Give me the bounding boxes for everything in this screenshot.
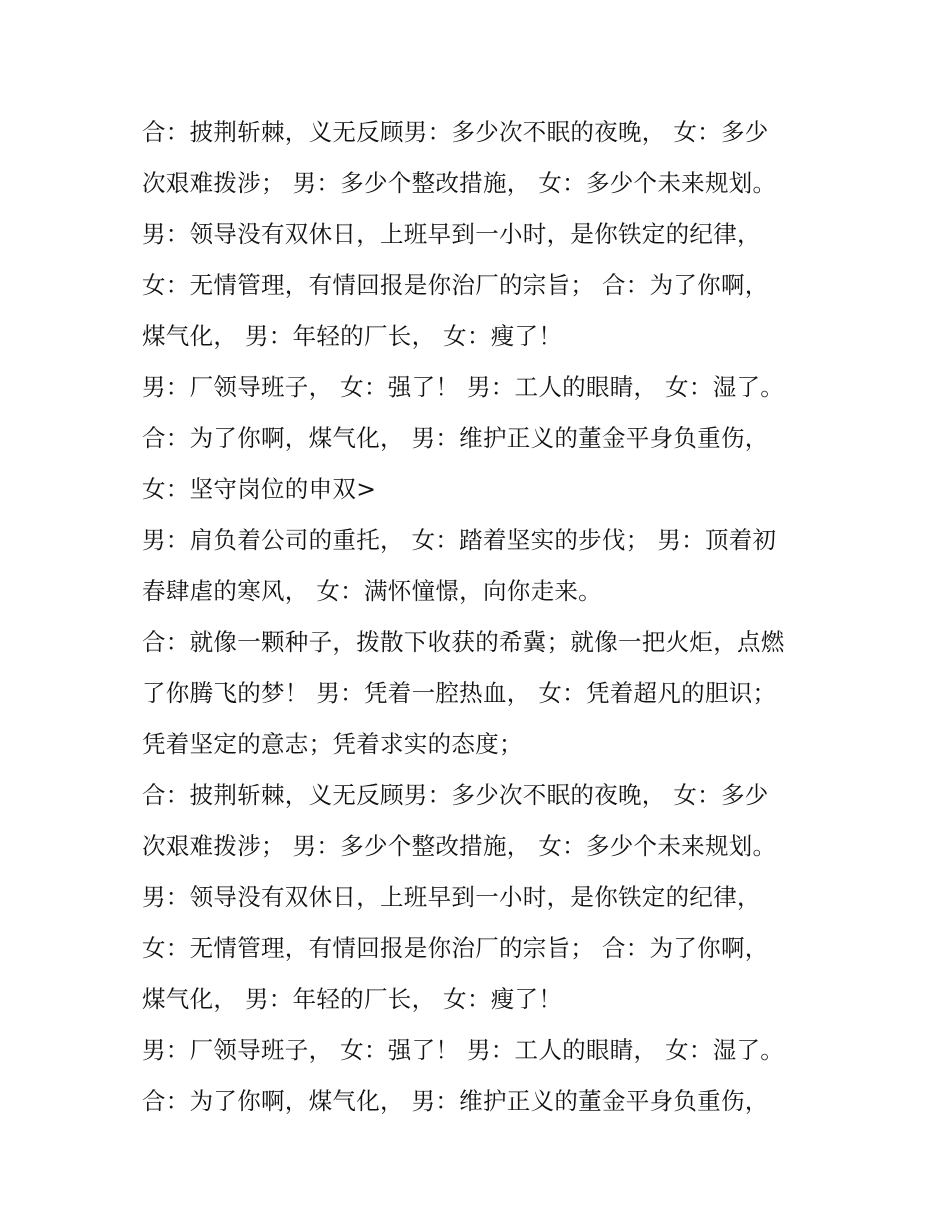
text-line-13: 凭着坚定的意志；凭着求实的态度； [142,730,523,758]
text-line-8: 女：坚守岗位的申双> [142,475,377,503]
text-line-3: 男：领导没有双休日，上班早到一小时，是你铁定的纪律， [142,220,761,248]
text-line-11: 合：就像一颗种子，拨散下收获的希冀；就像一把火炬，点燃 [142,628,785,656]
text-line-15: 次艰难拨涉； 男：多少个整改措施， 女：多少个未来规划。 [142,832,777,860]
text-line-7: 合：为了你啊，煤气化， 男：维护正义的董金平身负重伤， [142,424,769,452]
text-line-12: 了你腾飞的梦！ 男：凭着一腔热血， 女：凭着超凡的胆识； [142,679,777,707]
text-line-16: 男：领导没有双休日，上班早到一小时，是你铁定的纪律， [142,883,761,911]
text-line-10: 春肆虐的寒风， 女：满怀憧憬，向你走来。 [142,577,602,605]
text-line-19: 男：厂领导班子， 女：强了！ 男：工人的眼睛， 女：湿了。 [142,1036,785,1064]
text-line-18: 煤气化， 男：年轻的厂长， 女：瘦了！ [142,985,563,1013]
text-line-4: 女：无情管理，有情回报是你治厂的宗旨； 合：为了你啊， [142,271,769,299]
text-line-5: 煤气化， 男：年轻的厂长， 女：瘦了！ [142,322,563,350]
text-line-20: 合：为了你啊，煤气化， 男：维护正义的董金平身负重伤， [142,1087,769,1115]
document-text-body [142,107,842,1127]
text-line-17: 女：无情管理，有情回报是你治厂的宗旨； 合：为了你啊， [142,934,769,962]
text-line-6: 男：厂领导班子， 女：强了！ 男：工人的眼睛， 女：湿了。 [142,373,785,401]
text-line-9: 男：肩负着公司的重托， 女：踏着坚实的步伐； 男：顶着初 [142,526,777,554]
text-line-2: 次艰难拨涉； 男：多少个整改措施， 女：多少个未来规划。 [142,169,777,197]
text-line-1: 合：披荆斩棘，义无反顾男：多少次不眠的夜晚， 女：多少 [142,118,769,146]
text-line-14: 合：披荆斩棘，义无反顾男：多少次不眠的夜晚， 女：多少 [142,781,769,809]
